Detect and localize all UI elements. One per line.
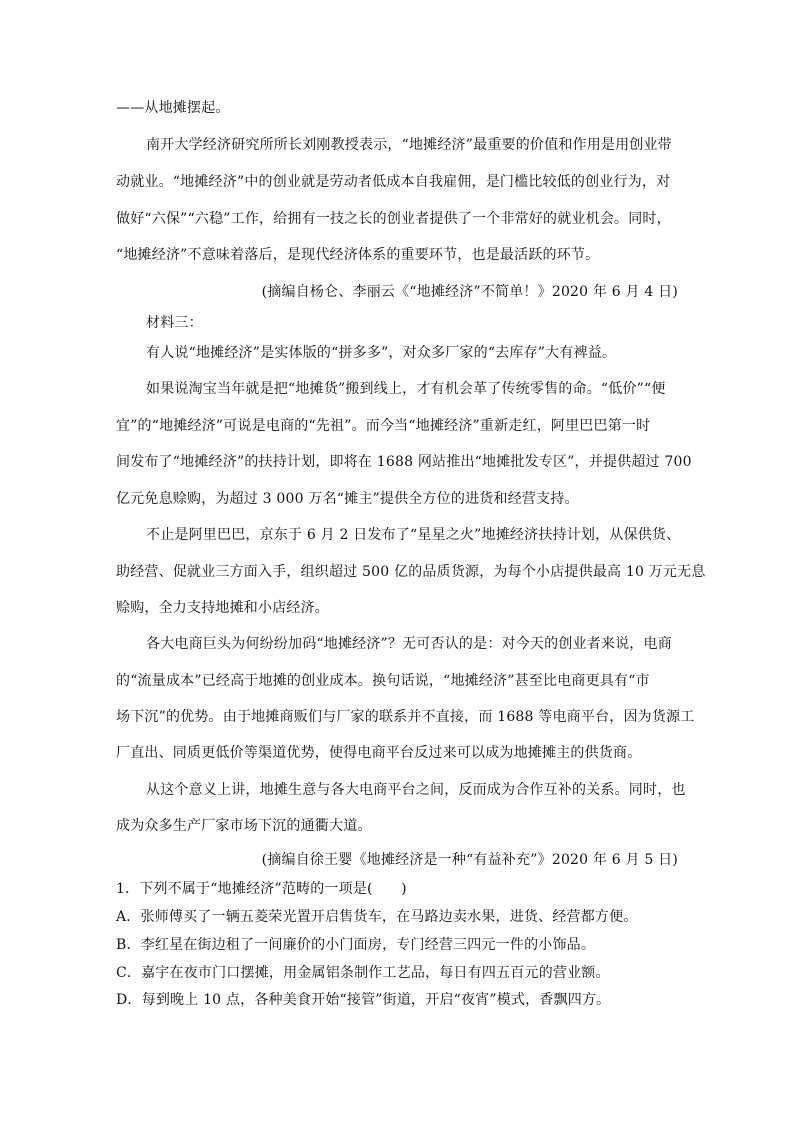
source-citation: (摘编自杨仑、李丽云《“地摊经济”不简单！》2020 年 6 月 4 日): [261, 284, 678, 300]
text-line: 各大电商巨头为何纷纷加码“地摊经济”？无可否认的是：对今天的创业者来说，电商: [146, 636, 672, 652]
section-heading: 材料三：: [146, 315, 203, 331]
text-line: 如果说淘宝当年就是把“地摊货”搬到线上，才有机会革了传统零售的命。“低价”“便: [146, 381, 666, 397]
option-a: A．张师傅买了一辆五菱荣光置开启售货车，在马路边卖水果，进货、经营都方便。: [116, 909, 638, 925]
text-line: 从这个意义上讲，地摊生意与各大电商平台之间，反而成为合作互补的关系。同时，也: [146, 782, 686, 798]
option-c: C．嘉宇在夜市门口摆摊，用金属铝条制作工艺品，每日有四五百元的营业额。: [116, 965, 610, 981]
text-line: 动就业。“地摊经济”中的创业就是劳动者低成本自我雇佣，是门槛比较低的创业行为，对: [116, 174, 671, 190]
text-line: 宜”的“地摊经济”可说是电商的“先祖”。而今当“地摊经济”重新走红，阿里巴巴第一时: [116, 418, 651, 434]
source-citation: (摘编自徐王婴《地摊经济是一种“有益补充”》2020 年 6 月 5 日): [261, 852, 678, 868]
option-b: B．李红星在街边租了一间廉价的小门面房，专门经营三四元一件的小饰品。: [116, 937, 596, 953]
text-line: 助经营、促就业三方面入手，组织超过 500 亿的品质货源，为每个小店提供最高 10 万元无息: [116, 564, 706, 580]
text-line: 做好“六保”“六稳”工作，给拥有一技之长的创业者提供了一个非常好的就业机会。同时，: [116, 211, 671, 227]
text-line: 赊购，全力支持地摊和小店经济。: [116, 600, 329, 616]
question-stem: 1．下列不属于“地摊经济”范畴的一项是( ): [116, 881, 407, 897]
text-line: ——从地摊摆起。: [116, 100, 230, 116]
text-line: 南开大学经济研究所所长刘刚教授表示，“地摊经济”最重要的价值和作用是用创业带: [146, 137, 672, 153]
text-line: 成为众多生产厂家市场下沉的通衢大道。: [116, 818, 372, 834]
option-d: D．每到晚上 10 点，各种美食开始“接管”街道，开启“夜宵”模式，香飘四方。: [116, 992, 611, 1008]
text-line: 的“流量成本”已经高于地摊的创业成本。换句话说，“地摊经济”甚至比电商更具有“市: [116, 673, 650, 689]
text-line: 不止是阿里巴巴，京东于 6 月 2 日发布了“星星之火”地摊经济扶持计划，从保供货、: [146, 527, 681, 543]
text-line: 厂直出、同质更低价等渠道优势，使得电商平台反过来可以成为地摊摊主的供货商。: [116, 745, 642, 761]
text-line: 有人说“地摊经济”是实体版的“拼多多”，对众多厂家的“去库存”大有裨益。: [146, 345, 617, 361]
text-line: “地摊经济”不意味着落后，是现代经济体系的重要环节，也是最活跃的环节。: [116, 247, 600, 263]
text-line: 场下沉”的优势。由于地摊商贩们与厂家的联系并不直接，而 1688 等电商平台，因为货源工: [116, 709, 695, 725]
text-line: 间发布了“地摊经济”的扶持计划，即将在 1688 网站推出“地摊批发专区”，并提供超过 700: [116, 454, 692, 470]
text-line: 亿元免息赊购，为超过 3 000 万名“摊主”提供全方位的进货和经营支持。: [116, 491, 579, 507]
